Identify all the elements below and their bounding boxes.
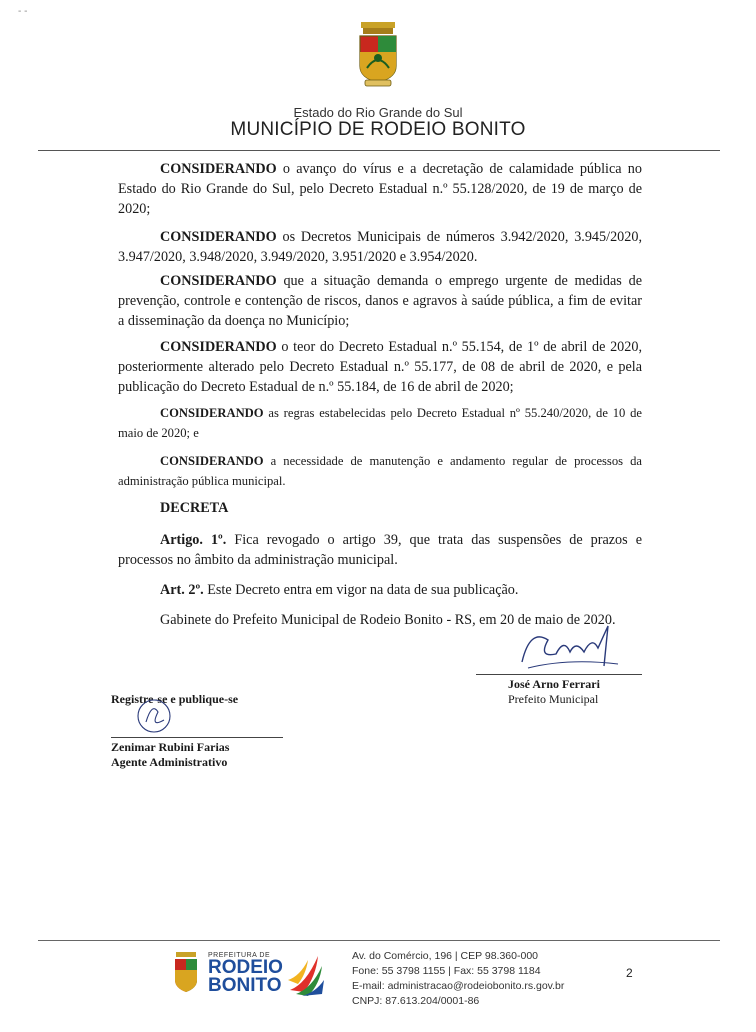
footer-crest-icon	[172, 952, 200, 994]
footer-divider	[38, 940, 720, 941]
paragraph-text: a necessidade de manutenção e andamento regular de processos da administração pública municipal.	[118, 454, 642, 488]
coat-of-arms-icon	[355, 22, 401, 88]
paragraph-text: que a situação demanda o emprego urgente de medidas de prevenção, controle e contenção de riscos, danos e agravos à saúde pública, a fim de evitar a disseminação da doença no Município;	[118, 273, 642, 329]
logo-swoosh-icon	[286, 950, 324, 996]
considerando-label: CONSIDERANDO	[160, 273, 277, 289]
article-text: Fica revogado o artigo 39, que trata das suspensões de prazos e processos no âmbito da administração municipal.	[118, 532, 642, 568]
article-2	[118, 580, 642, 600]
considerando-label: CONSIDERANDO	[160, 161, 277, 177]
paragraph-considerando-1	[118, 159, 642, 219]
logo-prefeitura-label: PREFEITURA DE	[208, 952, 271, 959]
paragraph-text: o teor do Decreto Estadual n.º 55.154, de 1º de abril de 2020, posteriormente alterado pelo Decreto Estadual n.º 55.177, de 08 de abril de 2020, e pela publicação do Decreto Estadual de n.º 55.184, de 16 de abril de 2020;	[118, 339, 642, 395]
paragraph-text: os Decretos Municipais de números 3.942/2020, 3.945/2020, 3.947/2020, 3.948/2020, 3.949/2020, 3.951/2020 e 3.954/2020.	[118, 229, 642, 265]
paragraph-considerando-6	[118, 451, 642, 491]
paragraph-considerando-4	[118, 337, 642, 397]
considerando-label: CONSIDERANDO	[160, 339, 277, 355]
footer-email: E-mail: administracao@rodeiobonito.rs.gov.br	[352, 980, 565, 992]
footer-phone: Fone: 55 3798 1155 | Fax: 55 3798 1184	[352, 965, 541, 977]
logo-bonito: BONITO	[208, 975, 282, 996]
agent-signature-line	[111, 737, 283, 738]
page-number: 2	[626, 966, 633, 980]
header-divider	[38, 150, 720, 151]
scan-corner-mark: - -	[18, 6, 28, 17]
considerando-label: CONSIDERANDO	[160, 406, 264, 420]
article-label: Art. 2º.	[160, 582, 204, 598]
article-1	[118, 530, 642, 570]
article-text: Este Decreto entra em vigor na data de sua publicação.	[203, 582, 519, 598]
state-name: Estado do Rio Grande do Sul	[293, 105, 463, 120]
considerando-label: CONSIDERANDO	[160, 229, 277, 245]
logo-rodeio: RODEIO	[208, 957, 283, 978]
footer-contact	[352, 949, 564, 1009]
decreta-heading: DECRETA	[160, 500, 229, 516]
paragraph-text: o avanço do vírus e a decretação de calamidade pública no Estado do Rio Grande do Sul, pelo Decreto Estadual n.º 55.128/2020, de 19 de março de 2020;	[118, 161, 642, 217]
paragraph-text: as regras estabelecidas pelo Decreto Estadual nº 55.240/2020, de 10 de maio de 2020; e	[118, 406, 642, 440]
agent-title: Agente Administrativo	[111, 755, 228, 769]
register-label: Registre-se e publique-se	[111, 692, 239, 706]
footer-cnpj: CNPJ: 87.613.204/0001-86	[352, 995, 480, 1007]
considerando-label: CONSIDERANDO	[160, 454, 264, 468]
mayor-signature	[508, 618, 628, 680]
paragraph-considerando-5	[118, 403, 642, 443]
agent-name: Zenimar Rubini Farias	[111, 740, 230, 754]
article-label: Artigo. 1º.	[160, 532, 227, 548]
footer-address: Av. do Comércio, 196 | CEP 98.360-000	[352, 950, 539, 962]
mayor-signature-line	[476, 674, 642, 675]
mayor-title: Prefeito Municipal	[508, 692, 599, 706]
prefeitura-logo	[168, 948, 328, 1000]
agent-signature	[130, 698, 176, 736]
paragraph-considerando-3	[118, 271, 642, 331]
municipality-title: MUNICÍPIO DE RODEIO BONITO	[230, 119, 526, 140]
paragraph-considerando-2	[118, 227, 642, 267]
closing-text: Gabinete do Prefeito Municipal de Rodeio Bonito - RS, em 20 de maio de 2020.	[160, 612, 616, 628]
mayor-name: José Arno Ferrari	[508, 677, 600, 691]
